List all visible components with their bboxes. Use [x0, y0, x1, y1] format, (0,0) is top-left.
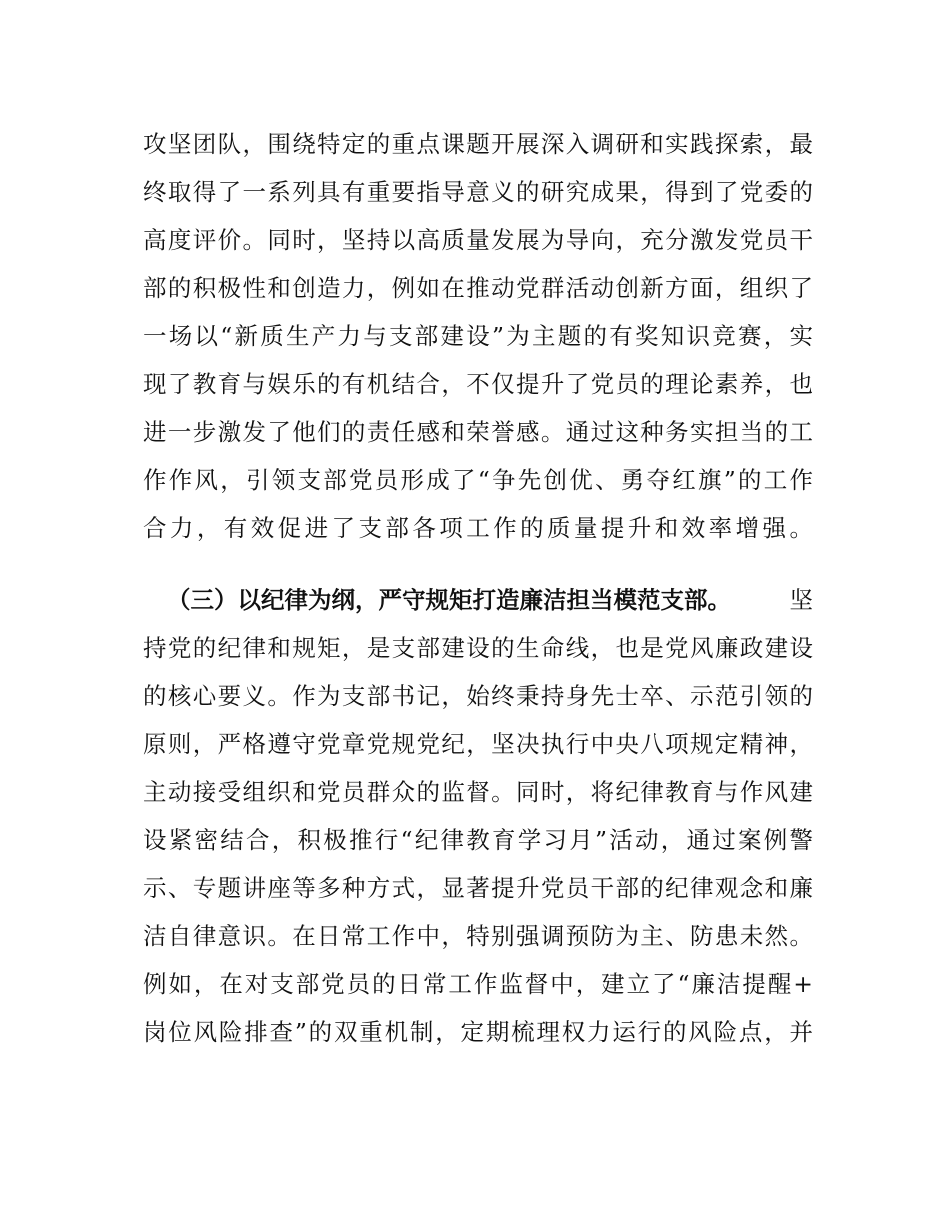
text-line: 攻坚团队，围绕特定的重点课题开展深入调研和实践探索，最 [143, 130, 813, 158]
text-line: 作作风，引领支部党员形成了“争先创优、勇夺红旗”的工作 [143, 466, 813, 494]
paragraph-spacer [143, 552, 813, 576]
text-line: 高度评价。同时，坚持以高质量发展为导向，充分激发党员干 [143, 226, 813, 254]
text-line: 岗位风险排查”的双重机制，定期梳理权力运行的风险点，并 [143, 1018, 813, 1046]
text-line: 进一步激发了他们的责任感和荣誉感。通过这种务实担当的工 [143, 418, 813, 446]
text-line: 现了教育与娱乐的有机结合，不仅提升了党员的理论素养，也 [143, 370, 813, 398]
indent-spacer [143, 576, 731, 624]
text-line: 持党的纪律和规矩，是支部建设的生命线，也是党风廉政建设 [143, 634, 813, 662]
text-line: 洁自律意识。在日常工作中，特别强调预防为主、防患未然。 [143, 922, 813, 950]
text-fragment: 坚 [789, 586, 813, 614]
section-heading: （三）以纪律为纲，严守规矩打造廉洁担当模范支部。 [167, 586, 731, 614]
document-body [143, 120, 813, 1056]
text-line: 示、专题讲座等多种方式，显著提升党员干部的纪律观念和廉 [143, 874, 813, 902]
text-line: 例如，在对支部党员的日常工作监督中，建立了“廉洁提醒+ [143, 970, 813, 998]
text-line: 一场以“新质生产力与支部建设”为主题的有奖知识竞赛，实 [143, 322, 813, 350]
text-line: 部的积极性和创造力，例如在推动党群活动创新方面，组织了 [143, 274, 813, 302]
paragraph-2 [143, 576, 813, 1056]
paragraph-1 [143, 120, 813, 552]
paragraph-2-first-line [143, 576, 813, 624]
text-line: 的核心要义。作为支部书记，始终秉持身先士卒、示范引领的 [143, 682, 813, 710]
text-line: 主动接受组织和党员群众的监督。同时，将纪律教育与作风建 [143, 778, 813, 806]
text-line: 终取得了一系列具有重要指导意义的研究成果，得到了党委的 [143, 178, 813, 206]
text-line: 设紧密结合，积极推行“纪律教育学习月”活动，通过案例警 [143, 826, 813, 854]
text-line: 原则，严格遵守党章党规党纪，坚决执行中央八项规定精神， [143, 730, 813, 758]
text-line: 合力，有效促进了支部各项工作的质量提升和效率增强。 [143, 514, 813, 542]
